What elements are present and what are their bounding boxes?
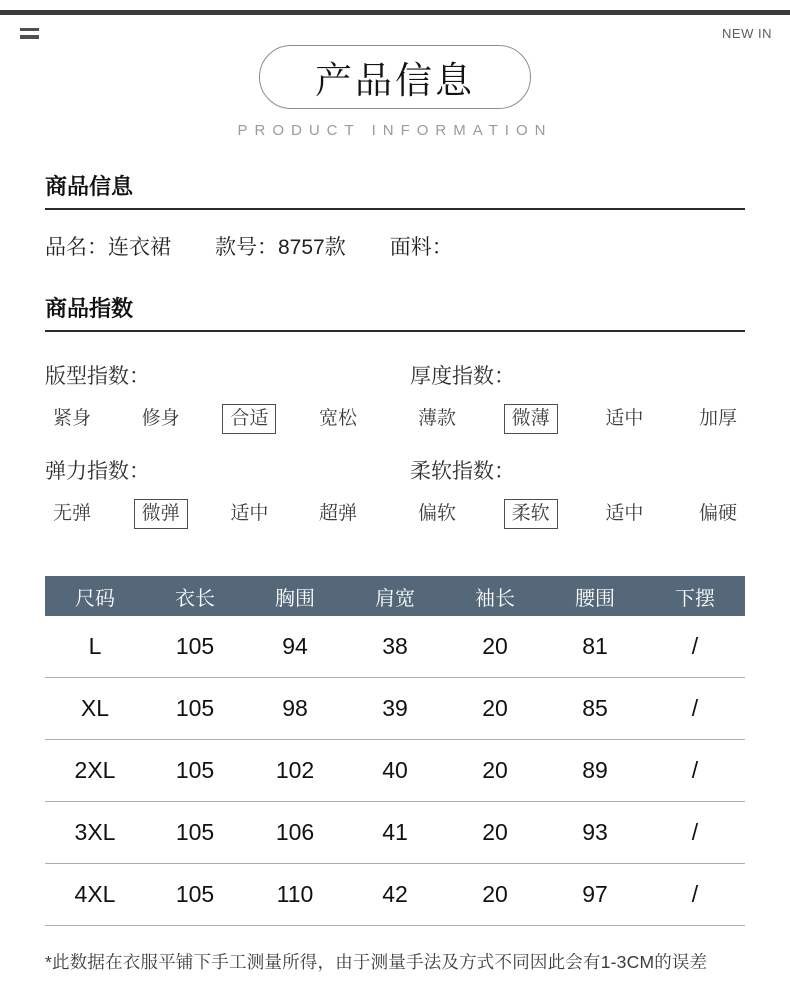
- table-row: [45, 740, 745, 802]
- column-header-waist: 腰围: [545, 576, 645, 616]
- index-option: 无弹: [53, 503, 92, 524]
- index-option: 加厚: [698, 408, 737, 429]
- page-title-cn: 产品信息: [315, 60, 475, 101]
- cell: 42: [345, 864, 445, 926]
- cell: 40: [345, 740, 445, 802]
- section-heading-product-info: 商品信息: [45, 175, 745, 210]
- table-row: [45, 864, 745, 926]
- cell: 89: [545, 740, 645, 802]
- new-in-link[interactable]: NEW IN: [722, 25, 772, 41]
- table-row: [45, 616, 745, 678]
- cell: 110: [245, 864, 345, 926]
- nav-row: [0, 15, 790, 43]
- cell: 20: [445, 864, 545, 926]
- cell-size: 3XL: [45, 802, 145, 864]
- index-group-elasticity: [45, 460, 365, 529]
- cell: 94: [245, 616, 345, 678]
- index-option-selected: 微薄: [504, 404, 558, 434]
- field-label: 品名：: [45, 236, 108, 259]
- cell-size: L: [45, 616, 145, 678]
- index-label: 柔软指数：: [410, 460, 515, 483]
- cell: /: [645, 616, 745, 678]
- cell: 20: [445, 802, 545, 864]
- cell-size: 4XL: [45, 864, 145, 926]
- index-option-selected: 柔软: [504, 499, 558, 529]
- cell: 81: [545, 616, 645, 678]
- cell: /: [645, 678, 745, 740]
- cell: /: [645, 864, 745, 926]
- table-row: [45, 802, 745, 864]
- index-option: 薄款: [418, 408, 457, 429]
- menu-icon-bar: [20, 28, 39, 32]
- index-option: 适中: [230, 503, 269, 524]
- index-label: 厚度指数：: [410, 365, 515, 388]
- index-options: [410, 404, 745, 434]
- cell: 85: [545, 678, 645, 740]
- index-group-thickness: [410, 365, 745, 434]
- cell: 105: [145, 616, 245, 678]
- cell-size: 2XL: [45, 740, 145, 802]
- field-label: 款号：: [215, 236, 278, 259]
- column-header-shoulder: 肩宽: [345, 576, 445, 616]
- index-option: 修身: [141, 408, 180, 429]
- index-option-selected: 微弹: [134, 499, 188, 529]
- index-option: 适中: [605, 408, 644, 429]
- index-options: [410, 499, 745, 529]
- menu-icon-bar: [20, 35, 39, 39]
- product-fields-row: [45, 235, 745, 261]
- cell: 93: [545, 802, 645, 864]
- index-option: 宽松: [318, 408, 357, 429]
- cell: 41: [345, 802, 445, 864]
- index-group-fit: [45, 365, 365, 434]
- index-options: [45, 404, 365, 434]
- cell: 105: [145, 678, 245, 740]
- cell: 39: [345, 678, 445, 740]
- cell: 106: [245, 802, 345, 864]
- table-row: [45, 678, 745, 740]
- size-table: [45, 576, 745, 926]
- field-label: 面料：: [389, 236, 453, 259]
- index-options: [45, 499, 365, 529]
- column-header-length: 衣长: [145, 576, 245, 616]
- field-value: 连衣裙: [108, 236, 171, 259]
- index-label: 弹力指数：: [45, 460, 150, 483]
- cell: 105: [145, 864, 245, 926]
- field-model-number: [215, 235, 346, 261]
- page-title-en: PRODUCT INFORMATION: [237, 122, 553, 139]
- section-heading-product-index: 商品指数: [45, 297, 745, 332]
- field-fabric: [390, 235, 453, 261]
- column-header-bust: 胸围: [245, 576, 345, 616]
- index-option: 超弹: [318, 503, 357, 524]
- cell: 20: [445, 678, 545, 740]
- cell-size: XL: [45, 678, 145, 740]
- index-option: 偏软: [418, 503, 457, 524]
- index-grid: [45, 365, 745, 529]
- column-header-size: 尺码: [45, 576, 145, 616]
- cell: 105: [145, 802, 245, 864]
- index-option: 偏硬: [698, 503, 737, 524]
- title-block: [0, 45, 790, 139]
- cell: 20: [445, 740, 545, 802]
- title-pill: [259, 45, 531, 109]
- field-product-name: [45, 235, 171, 261]
- index-option: 紧身: [53, 408, 92, 429]
- index-option: 适中: [605, 503, 644, 524]
- field-value: 8757款: [278, 236, 346, 259]
- content: [0, 175, 790, 974]
- cell: 105: [145, 740, 245, 802]
- index-label: 版型指数：: [45, 365, 150, 388]
- table-header-row: [45, 576, 745, 616]
- column-header-hem: 下摆: [645, 576, 745, 616]
- cell: /: [645, 740, 745, 802]
- measurement-disclaimer: *此数据在衣服平铺下手工测量所得，由于测量手法及方式不同因此会有1-3CM的误差: [45, 952, 708, 972]
- cell: 20: [445, 616, 545, 678]
- cell: 102: [245, 740, 345, 802]
- index-option-selected: 合适: [222, 404, 276, 434]
- index-group-softness: [410, 460, 745, 529]
- cell: 38: [345, 616, 445, 678]
- cell: 97: [545, 864, 645, 926]
- column-header-sleeve: 袖长: [445, 576, 545, 616]
- menu-icon[interactable]: [20, 28, 39, 39]
- cell: 98: [245, 678, 345, 740]
- cell: /: [645, 802, 745, 864]
